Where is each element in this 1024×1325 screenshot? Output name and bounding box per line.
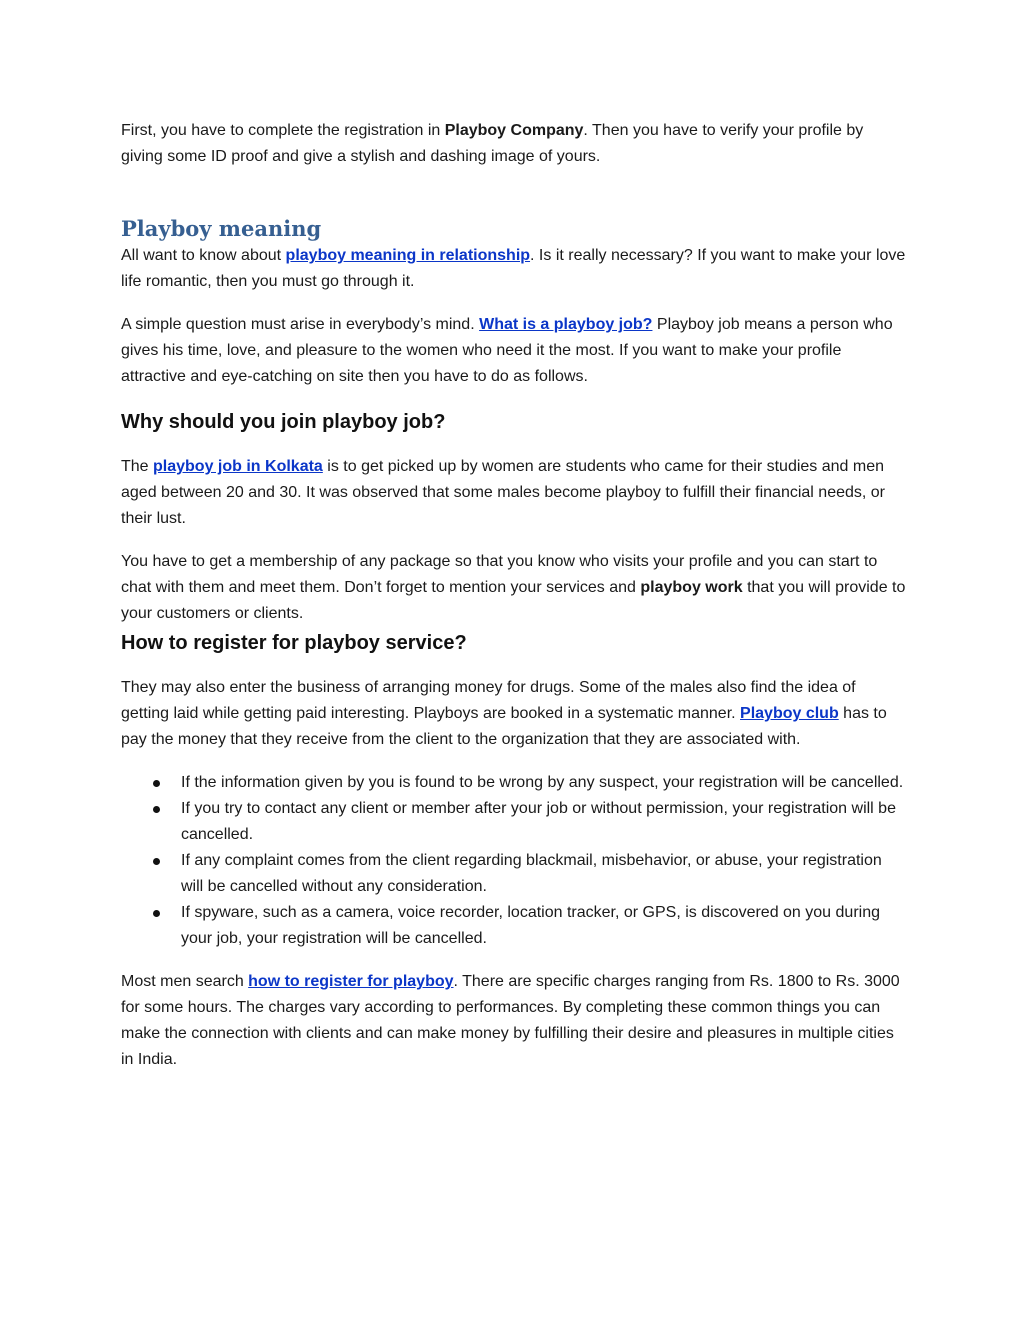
- list-item: If spyware, such as a camera, voice recorder, location tracker, or GPS, is discovered on you during your job, your registration will be cancelled.: [121, 900, 907, 952]
- link-playboy-meaning-relationship[interactable]: playboy meaning in relationship: [285, 247, 531, 264]
- intro-paragraph: First, you have to complete the registration in Playboy Company. Then you have to verify your profile by giving some ID proof and give a stylish and dashing image of yours.: [121, 122, 864, 165]
- company-name: Playboy Company: [444, 122, 584, 139]
- link-how-to-register-playboy[interactable]: how to register for playboy: [248, 973, 454, 990]
- list-item: If the information given by you is found to be wrong by any suspect, your registration will be cancelled.: [121, 770, 907, 796]
- meaning-paragraph-1: All want to know about playboy meaning in relationship. Is it really necessary? If you want to make your love life romantic, then you must go through it.: [121, 247, 906, 290]
- rules-list: [121, 770, 907, 952]
- heading-playboy-meaning: Playboy meaning: [121, 216, 322, 241]
- list-item: If you try to contact any client or member after your job or without permission, your registration will be cancelled.: [121, 796, 907, 848]
- why-paragraph-2: You have to get a membership of any package so that you know who visits your profile and you can start to chat with them and meet them. Don’t forget to mention your services and playboy work that you will provide to your customers or clients.: [121, 553, 906, 622]
- heading-how-to-register: How to register for playboy service?: [121, 632, 467, 654]
- meaning-paragraph-2: A simple question must arise in everybody’s mind. What is a playboy job? Playboy job means a person who gives his time, love, and pleasure to the women who need it the most. If you want to make your profile attractive and eye-catching on site then you have to do as follows.: [121, 316, 893, 385]
- link-playboy-club[interactable]: Playboy club: [740, 705, 839, 722]
- link-what-is-playboy-job[interactable]: What is a playboy job?: [479, 316, 653, 333]
- list-item: If any complaint comes from the client regarding blackmail, misbehavior, or abuse, your registration will be cancelled without any consideration.: [121, 848, 907, 900]
- register-paragraph-2: Most men search how to register for playboy. There are specific charges ranging from Rs. 1800 to Rs. 3000 for some hours. The charges vary according to performances. By completing these common things you can make the connection with clients and can make money by fulfilling their desire and pleasures in multiple cities in India.: [121, 973, 900, 1068]
- why-paragraph-1: The playboy job in Kolkata is to get picked up by women are students who came for their studies and men aged between 20 and 30. It was observed that some males become playboy to fulfill their financial needs, or their lust.: [121, 458, 886, 527]
- register-paragraph-1: They may also enter the business of arranging money for drugs. Some of the males also find the idea of getting laid while getting paid interesting. Playboys are booked in a systematic manner. Playboy club has to pay the money that they receive from the client to the organization that they are associated with.: [121, 679, 887, 748]
- link-playboy-job-kolkata[interactable]: playboy job in Kolkata: [153, 458, 323, 475]
- document-page: [121, 118, 907, 1073]
- heading-why-join: Why should you join playboy job?: [121, 411, 446, 433]
- playboy-work-bold: playboy work: [640, 579, 743, 596]
